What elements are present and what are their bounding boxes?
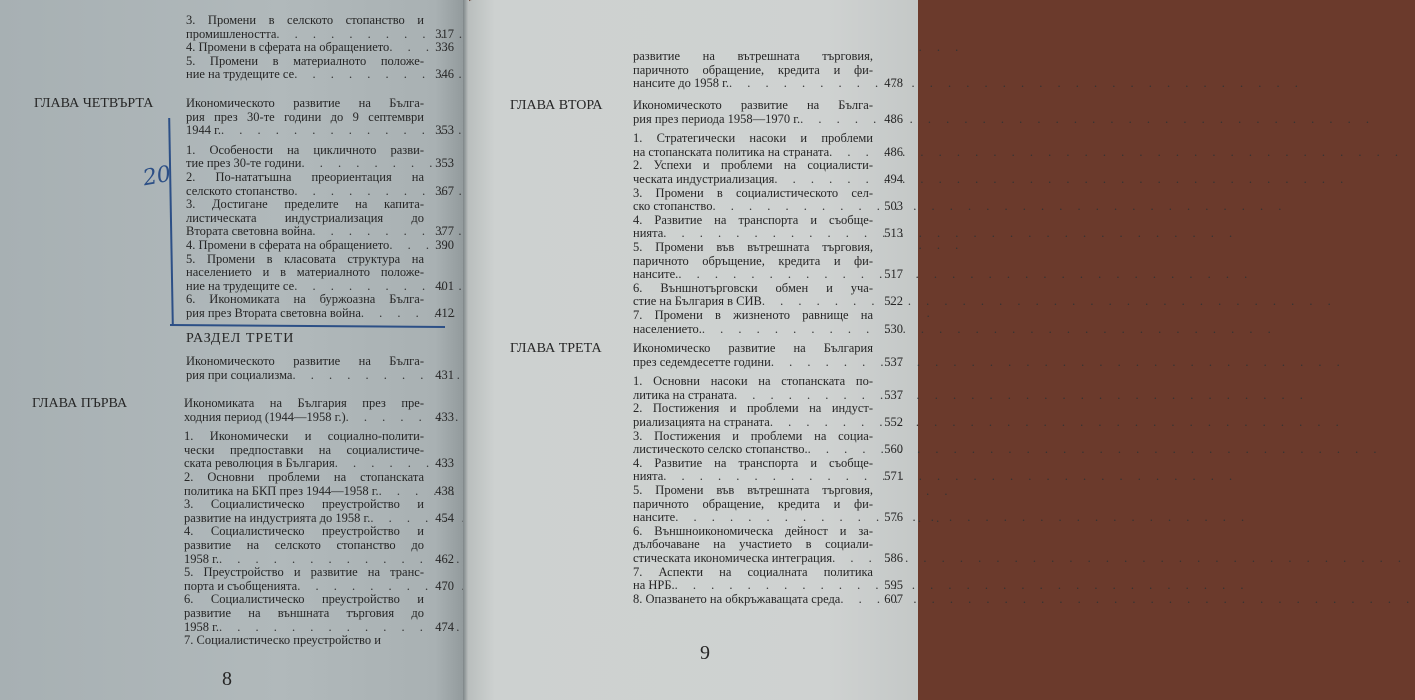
entry-text: 7. Промени в жизненото равнище на (633, 307, 873, 322)
toc-line (184, 444, 424, 458)
entry-text: 5. Промени във вътрешната търговия, (633, 482, 873, 497)
toc-line (186, 144, 424, 158)
chapter-title (186, 354, 454, 382)
entry-page-number: 412 (435, 305, 454, 320)
entry-text: нансите до 1958 г. (633, 76, 730, 91)
entry-text: паричното обращение, кредита и фи- (633, 62, 873, 77)
toc-entry (633, 428, 903, 457)
entry-text: 4. Развитие на транспорта и съобще- (633, 212, 873, 227)
toc-entry (186, 53, 454, 82)
entry-text: Икономическо развитие на България (633, 341, 873, 355)
entry-text: Икономическото развитие на Бълга- (186, 354, 424, 368)
toc-line (633, 566, 873, 580)
toc-line (633, 111, 903, 127)
toc-line (633, 171, 903, 187)
toc-line (184, 551, 454, 567)
entry-text: 1. Икономически и социално-полити- (184, 429, 424, 444)
toc-line (633, 591, 903, 607)
toc-line (186, 55, 424, 69)
dot-leader (770, 416, 1345, 430)
entry-text: 7. Аспекти на социалната политика (633, 564, 873, 579)
entry-text: населението. (633, 321, 702, 336)
chapter-section (32, 396, 454, 648)
entry-text: 8. Опазването на обкръжаващата среда (633, 591, 841, 606)
handwritten-note: 20 (141, 161, 173, 192)
dot-leader (678, 268, 1253, 282)
entry-text: 3. Постижения и проблеми на социа- (633, 428, 873, 443)
toc-line (184, 539, 424, 553)
toc-line (633, 76, 903, 91)
toc-line (184, 471, 424, 485)
entry-page-number: 367 (435, 183, 454, 198)
entry-page-number: 586 (884, 550, 903, 565)
entry-text: рия при социализма (186, 367, 293, 382)
toc-line (186, 111, 424, 125)
entry-text: Икономическото развитие на Бълга- (633, 98, 873, 112)
entry-text: промишлеността (186, 26, 277, 41)
toc-line (633, 354, 903, 370)
entry-page-number: 433 (435, 409, 454, 424)
toc-entry (186, 237, 454, 253)
dot-leader (702, 323, 1277, 337)
toc-line (633, 214, 873, 228)
toc-line (633, 387, 903, 403)
entry-text: ние на трудещите се (186, 67, 295, 82)
pen-underline (170, 324, 445, 327)
entry-text: литика на страната (633, 387, 735, 402)
entry-page-number: 571 (884, 469, 903, 484)
chapter-title (633, 98, 903, 126)
entry-text: 6. Социалистическо преустройство и (184, 592, 424, 607)
entry-text: листическата индустриализация до (186, 210, 424, 225)
entry-text: развитие на индустрията до 1958 г. (184, 510, 371, 525)
entry-text: 3. Промени в социалистическото сел- (633, 185, 873, 200)
dot-leader (663, 470, 1238, 484)
entry-text: 2. Основни проблеми на стопанската (184, 469, 424, 484)
entry-text: ската революция в България (184, 456, 335, 471)
entry-text: 2. Постижения и проблеми на индуст- (633, 401, 873, 416)
entry-text: 3. Социалистическо преустройство и (184, 497, 424, 512)
entry-page-number: 336 (435, 40, 454, 55)
toc-line (184, 578, 454, 594)
entry-text: 3. Достигане пределите на капита- (186, 197, 424, 212)
left-page (0, 0, 468, 700)
toc-line (184, 607, 424, 621)
toc-entry (186, 197, 454, 239)
toc-entry (186, 40, 454, 55)
entry-text: на стопанската политика на страната (633, 144, 830, 159)
toc-line (633, 510, 903, 525)
entry-page-number: 431 (435, 367, 454, 382)
dot-leader (675, 511, 1250, 525)
part-section (186, 331, 454, 388)
entry-text: рия през периода 1958—1970 г. (633, 111, 801, 126)
toc-line (633, 321, 903, 337)
toc-entry (186, 142, 454, 171)
entry-text: Икономическото развитие на Бълга- (186, 96, 424, 110)
toc-line (186, 14, 424, 28)
entry-page-number: 346 (435, 67, 454, 82)
entry-text: 1944 г. (186, 123, 221, 138)
entry-page-number: 560 (884, 442, 903, 457)
toc-line (633, 578, 903, 593)
toc-line (186, 253, 424, 267)
entry-text: 1. Основни насоки на стопанската по- (633, 374, 873, 389)
entry-page-number: 438 (435, 483, 454, 498)
toc-line (633, 226, 903, 241)
toc-line (633, 144, 903, 160)
page-number: 9 (700, 642, 710, 664)
toc-line (633, 550, 903, 566)
toc-line (184, 619, 454, 635)
chapter-title (633, 341, 903, 369)
entry-page-number: 530 (884, 321, 903, 336)
entry-text: 7. Социалистическо преустройство и (184, 633, 381, 648)
entry-text: стие на България в СИВ (633, 294, 762, 309)
entry-text: риализацията на страната (633, 414, 770, 429)
toc-line (186, 266, 424, 280)
entry-page-number: 522 (884, 294, 903, 309)
entry-text: нансите (633, 510, 676, 525)
toc-line (633, 132, 873, 146)
entry-page-number: 377 (435, 224, 454, 239)
toc-line (633, 442, 903, 457)
dot-leader (729, 77, 1304, 91)
toc-entry (186, 13, 454, 41)
toc-entry (184, 524, 454, 566)
toc-entry (184, 429, 454, 471)
toc-line (186, 40, 454, 55)
toc-entry (184, 565, 454, 593)
entry-page-number: 390 (435, 237, 454, 252)
toc-line (633, 430, 873, 444)
toc-entry (633, 280, 903, 309)
entry-page-number: 552 (884, 414, 903, 429)
entry-text: развитие на вътрешната търговия, (633, 49, 873, 63)
entry-text: населението и в материалното положе- (186, 265, 424, 280)
entry-page-number: 470 (435, 578, 454, 593)
entry-text: 1958 г. (184, 551, 219, 566)
toc-line (186, 26, 454, 42)
entry-page-number: 401 (435, 278, 454, 293)
toc-entry (184, 592, 454, 634)
toc-line (186, 237, 454, 253)
toc-line (186, 212, 424, 226)
entry-text: 2. Успехи и проблеми на социалисти- (633, 158, 873, 173)
toc-line (633, 255, 873, 269)
entry-page-number: 576 (884, 510, 903, 525)
entry-page-number: 462 (435, 551, 454, 566)
entry-page-number: 474 (435, 619, 454, 634)
entry-page-number: 494 (884, 171, 903, 186)
entry-page-number: 486 (884, 111, 903, 126)
toc-line (184, 430, 424, 444)
entry-text: нията (633, 469, 664, 484)
toc-line (184, 483, 454, 499)
chapter-label: ГЛАВА ВТОРА (510, 98, 603, 113)
toc-line (184, 525, 424, 539)
toc-line (184, 409, 454, 425)
entry-text: 5. Промени във вътрешната търговия, (633, 239, 873, 254)
toc-entry (186, 292, 454, 320)
entry-page-number: 317 (435, 26, 454, 41)
entry-text: на НРБ. (633, 578, 675, 593)
toc-line (184, 498, 424, 512)
entry-text: 3. Промени в селското стопанство и (186, 13, 424, 27)
page-number: 8 (222, 668, 232, 690)
entry-text: нансите. (633, 267, 679, 282)
chapter-title (184, 396, 454, 424)
entry-text: 1. Особености на цикличното разви- (186, 142, 424, 157)
chapter-section (510, 98, 903, 336)
dot-leader (771, 356, 1346, 370)
toc-line (633, 402, 873, 416)
toc-line (186, 67, 454, 82)
toc-line (633, 241, 873, 255)
part-heading: РАЗДЕЛ ТРЕТИ (186, 331, 295, 346)
toc-line (633, 538, 873, 552)
entry-text: селското стопанство (186, 183, 295, 198)
entry-text: Икономиката на България през пре- (184, 396, 424, 410)
toc-line (186, 156, 454, 171)
dot-leader (832, 552, 1407, 566)
toc-line (633, 484, 873, 498)
entry-page-number: 537 (884, 387, 903, 402)
dot-leader (663, 227, 1238, 241)
entry-page-number: 537 (884, 354, 903, 369)
toc-entry (186, 251, 454, 294)
toc-entry (633, 212, 903, 241)
entry-page-number: 595 (884, 578, 903, 593)
entry-text: тие през 30-те години (186, 156, 302, 171)
toc-line (633, 199, 903, 214)
entry-text: дълбочаване на участието в социали- (633, 537, 873, 552)
toc-line (186, 97, 424, 111)
toc-line (186, 305, 454, 321)
entry-text: развитие на селското стопанство до (184, 537, 424, 552)
toc-entry (633, 564, 903, 593)
toc-line (633, 375, 873, 389)
entry-text: паричното обръщение, кредита и фи- (633, 253, 873, 268)
entry-text: 6. Икономиката на буржоазна Бълга- (186, 292, 424, 307)
entry-text: 4. Промени в сферата на обращението (186, 40, 390, 55)
toc-entry (184, 634, 424, 648)
toc-line (633, 294, 903, 309)
continued-section (186, 13, 454, 82)
entry-text: рия през 30-те години до 9 септември (186, 109, 424, 124)
entry-text: 1. Стратегически насоки и проблеми (633, 131, 873, 146)
entry-page-number: 353 (435, 123, 454, 138)
toc-line (633, 267, 903, 282)
toc-line (184, 397, 424, 411)
chapter-label: ГЛАВА ПЪРВА (32, 396, 128, 411)
entry-text: 5. Преустройство и развитие на транс- (184, 565, 424, 580)
chapter-section (510, 341, 903, 606)
entry-page-number: 478 (884, 76, 903, 91)
toc-entry (633, 455, 903, 484)
toc-line (633, 469, 903, 484)
toc-line (633, 282, 873, 296)
toc-line (184, 456, 454, 471)
entry-text: 4. Развитие на транспорта и съобще- (633, 455, 873, 470)
toc-line (186, 293, 424, 307)
entry-text: стическата икономическа интеграция (633, 550, 833, 565)
toc-entry (633, 185, 903, 214)
dot-leader (712, 200, 1287, 214)
toc-entry (184, 469, 454, 498)
entry-text: паричното обращение, кредита и фи- (633, 496, 873, 511)
toc-line (186, 123, 454, 138)
entry-text: 4. Социалистическо преустройство и (184, 524, 424, 539)
chapter-label: ГЛАВА ТРЕТА (510, 341, 602, 356)
entry-text: 2. По-нататъшна преориентация на (186, 169, 424, 184)
toc-line (186, 183, 454, 199)
entry-text: 1958 г. (184, 619, 219, 634)
toc-entry (186, 169, 454, 198)
entry-page-number: 454 (435, 510, 454, 525)
toc-entry (633, 49, 903, 91)
entry-text: политика на БКП през 1944—1958 г. (184, 483, 379, 498)
entry-text: 4. Промени в сферата на обращението (186, 237, 390, 252)
toc-line (186, 367, 454, 383)
entry-page-number: 607 (884, 591, 903, 606)
toc-line (633, 64, 873, 78)
toc-entry (633, 239, 903, 282)
dot-leader (829, 146, 1404, 160)
toc-entry (633, 482, 903, 525)
toc-line (186, 171, 424, 185)
entry-text: ние на трудещите се (186, 278, 295, 293)
toc-line (633, 309, 873, 323)
entry-text: нията (633, 226, 664, 241)
entry-text: листическото селско стопанство. (633, 442, 808, 457)
entry-text: 5. Промени в класовата структура на (186, 251, 424, 266)
toc-entry (184, 497, 454, 525)
toc-line (633, 525, 873, 539)
toc-entry (633, 307, 903, 336)
dot-leader (774, 173, 1349, 187)
entry-page-number: 486 (884, 144, 903, 159)
toc-line (633, 99, 873, 113)
spacer (186, 382, 424, 388)
entry-text: 6. Външноикономическа дейност и за- (633, 523, 873, 538)
entry-text: Втората световна война (186, 224, 313, 239)
entry-page-number: 513 (884, 226, 903, 241)
continued-section (633, 49, 903, 91)
toc-line (186, 355, 424, 369)
dot-leader (762, 295, 1337, 309)
toc-line (184, 566, 424, 580)
toc-entry (633, 374, 903, 402)
dot-leader (675, 579, 1250, 593)
toc-line (186, 224, 454, 239)
entry-text: през седемдесетте години (633, 354, 771, 369)
entry-page-number: 503 (884, 199, 903, 214)
dot-leader (840, 593, 1415, 607)
entry-text: рия през Втората световна война (186, 305, 361, 320)
toc-entry (633, 591, 903, 607)
entry-text: ходния период (1944—1958 г.) (184, 409, 346, 424)
dot-leader (734, 389, 1309, 403)
toc-entry (633, 131, 903, 159)
toc-line (633, 50, 873, 64)
entry-page-number: 517 (884, 267, 903, 282)
entry-page-number: 353 (435, 156, 454, 171)
entry-text: порта и съобщенията (184, 578, 298, 593)
chapter-title (186, 96, 454, 138)
entry-text: чески предпоставки на социалистиче- (184, 442, 424, 457)
chapter-label: ГЛАВА ЧЕТВЪРТА (34, 96, 154, 111)
toc-line (633, 414, 903, 430)
toc-entry (633, 523, 903, 566)
toc-entry (633, 401, 903, 429)
entry-page-number: 433 (435, 456, 454, 471)
toc-line (184, 593, 424, 607)
toc-line (633, 187, 873, 201)
entry-text: развитие на външната търговия до (184, 605, 424, 620)
entry-text: 5. Промени в материалното положе- (186, 53, 424, 68)
toc-line (184, 510, 454, 526)
toc-line (633, 342, 873, 356)
right-page (468, 0, 918, 700)
toc-entry (633, 158, 903, 186)
toc-line (633, 159, 873, 173)
entry-text: 6. Външнотърговски обмен и уча- (633, 280, 873, 295)
pen-bracket-line (168, 118, 173, 325)
entry-text: ско стопанство (633, 199, 713, 214)
toc-line (184, 634, 424, 648)
toc-line (633, 457, 873, 471)
toc-line (633, 498, 873, 512)
toc-line (186, 198, 424, 212)
toc-line (186, 278, 454, 294)
entry-text: ческата индустриализация (633, 171, 775, 186)
